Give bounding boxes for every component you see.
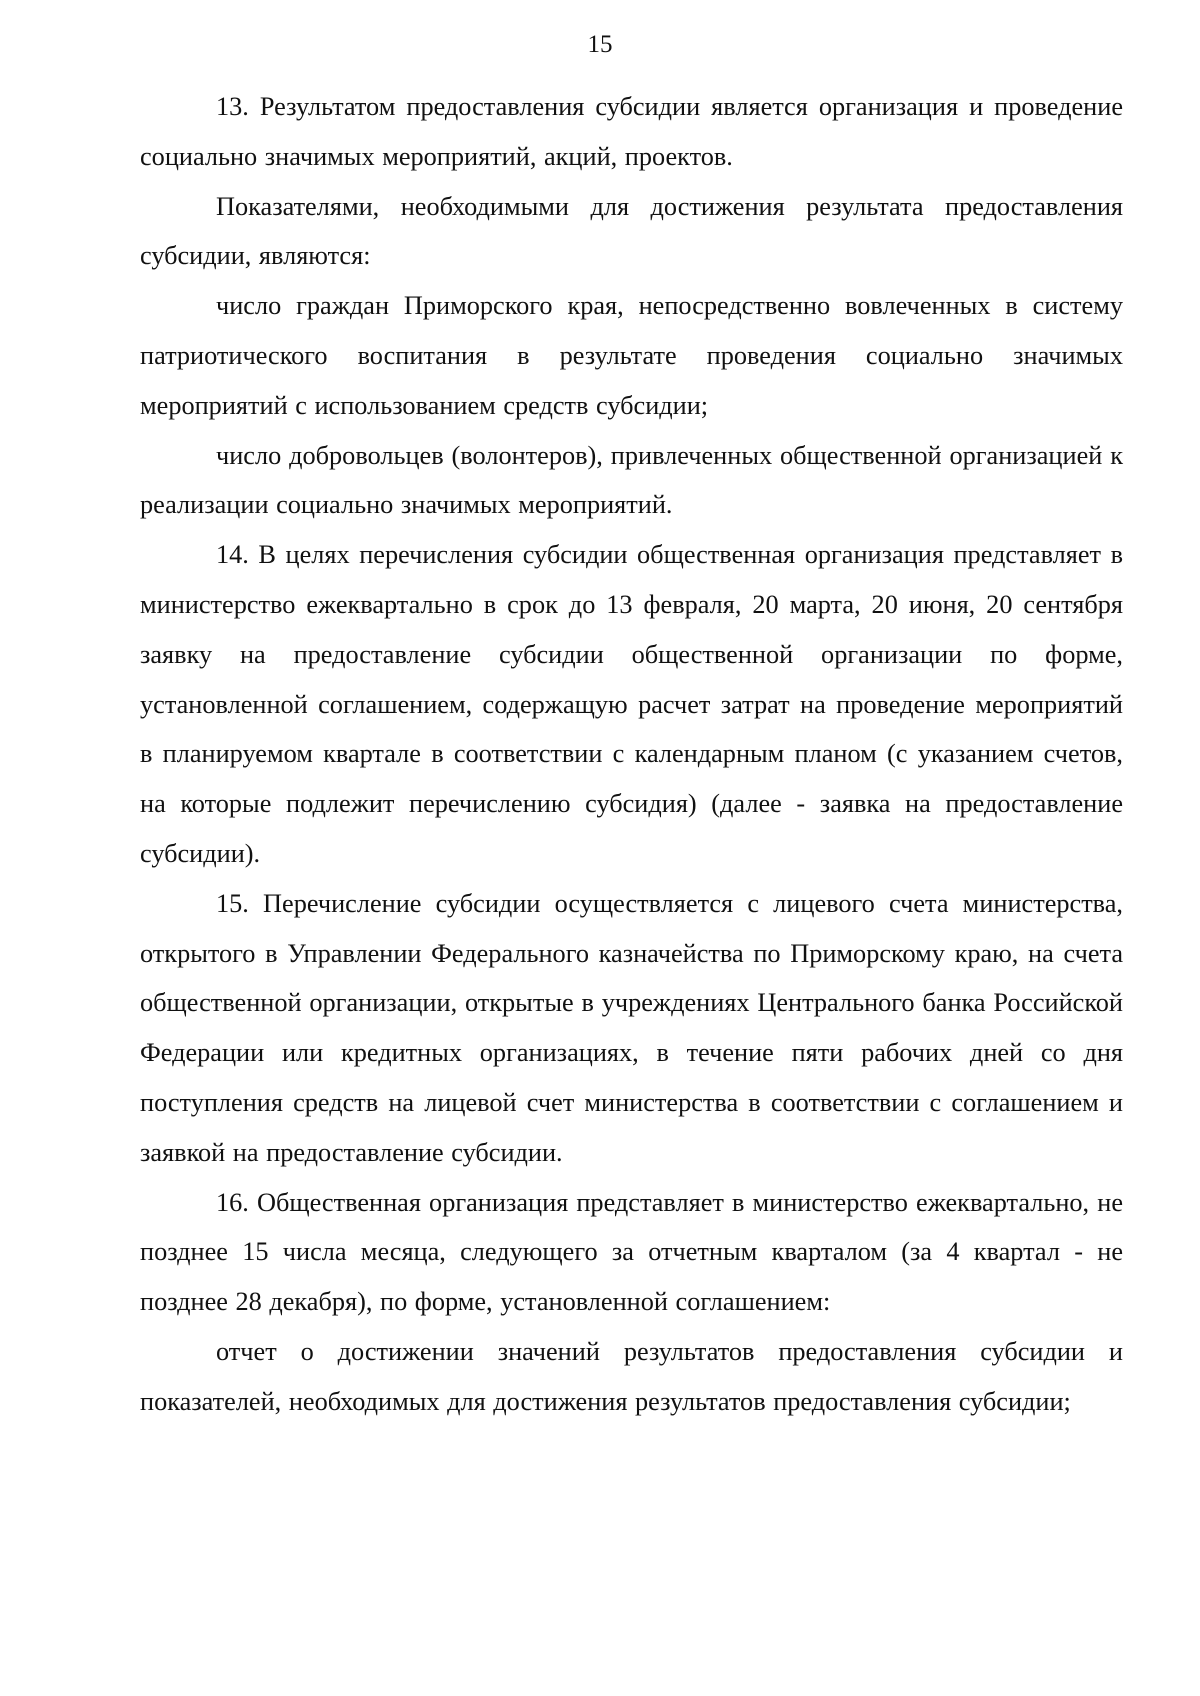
paragraph-15-transfer: 15. Перечисление субсидии осуществляется с лицевого счета министерства, открытого в Управлении Федерального казначейства по Приморскому краю, на счета общественной организации, открытые в учреждениях Центрального банка Российской Федерации или кредитных организациях, в течение пяти рабочих дней со дня поступления средств на лицевой счет министерства в соответствии с соглашением и заявкой на предоставление субсидии. (140, 888, 1123, 1167)
paragraph-indicator-volunteers: число добровольцев (волонтеров), привлеченных общественной организацией к реализации социально значимых мероприятий. (140, 440, 1123, 520)
paragraph-indicators-intro: Показателями, необходимыми для достижения результата предоставления субсидии, являются: (140, 191, 1123, 271)
paragraph-13-result: 13. Результатом предоставления субсидии является организация и проведение социально значимых мероприятий, акций, проектов. (140, 92, 1123, 171)
paragraph-16-reporting: 16. Общественная организация представляет в министерство ежеквартально, не позднее 15 числа месяца, следующего за отчетным кварталом (за 4 квартал - не позднее 28 декабря), по форме, установленной соглашением: (140, 1187, 1123, 1317)
paragraph-indicator-citizens: число граждан Приморского края, непосредственно вовлеченных в систему патриотического воспитания в результате проведения социально значимых мероприятий с использованием средств субсидии; (140, 291, 1123, 420)
paragraph-14-application: 14. В целях перечисления субсидии общественная организация представляет в министерство ежеквартально в срок до 13 февраля, 20 марта, 20 июня, 20 сентября заявку на предоставление субсидии общественной организации по форме, установленной соглашением, содержащую расчет затрат на проведение мероприятий в планируемом квартале в соответствии с календарным планом (с указанием счетов, на которые подлежит перечислению субсидия) (далее - заявка на предоставление субсидии). (140, 540, 1123, 868)
document-body (140, 82, 1123, 1427)
paragraph-report-item: отчет о достижении значений результатов предоставления субсидии и показателей, необходимых для достижения результатов предоставления субсидии; (140, 1336, 1123, 1416)
page-number: 15 (587, 31, 613, 58)
